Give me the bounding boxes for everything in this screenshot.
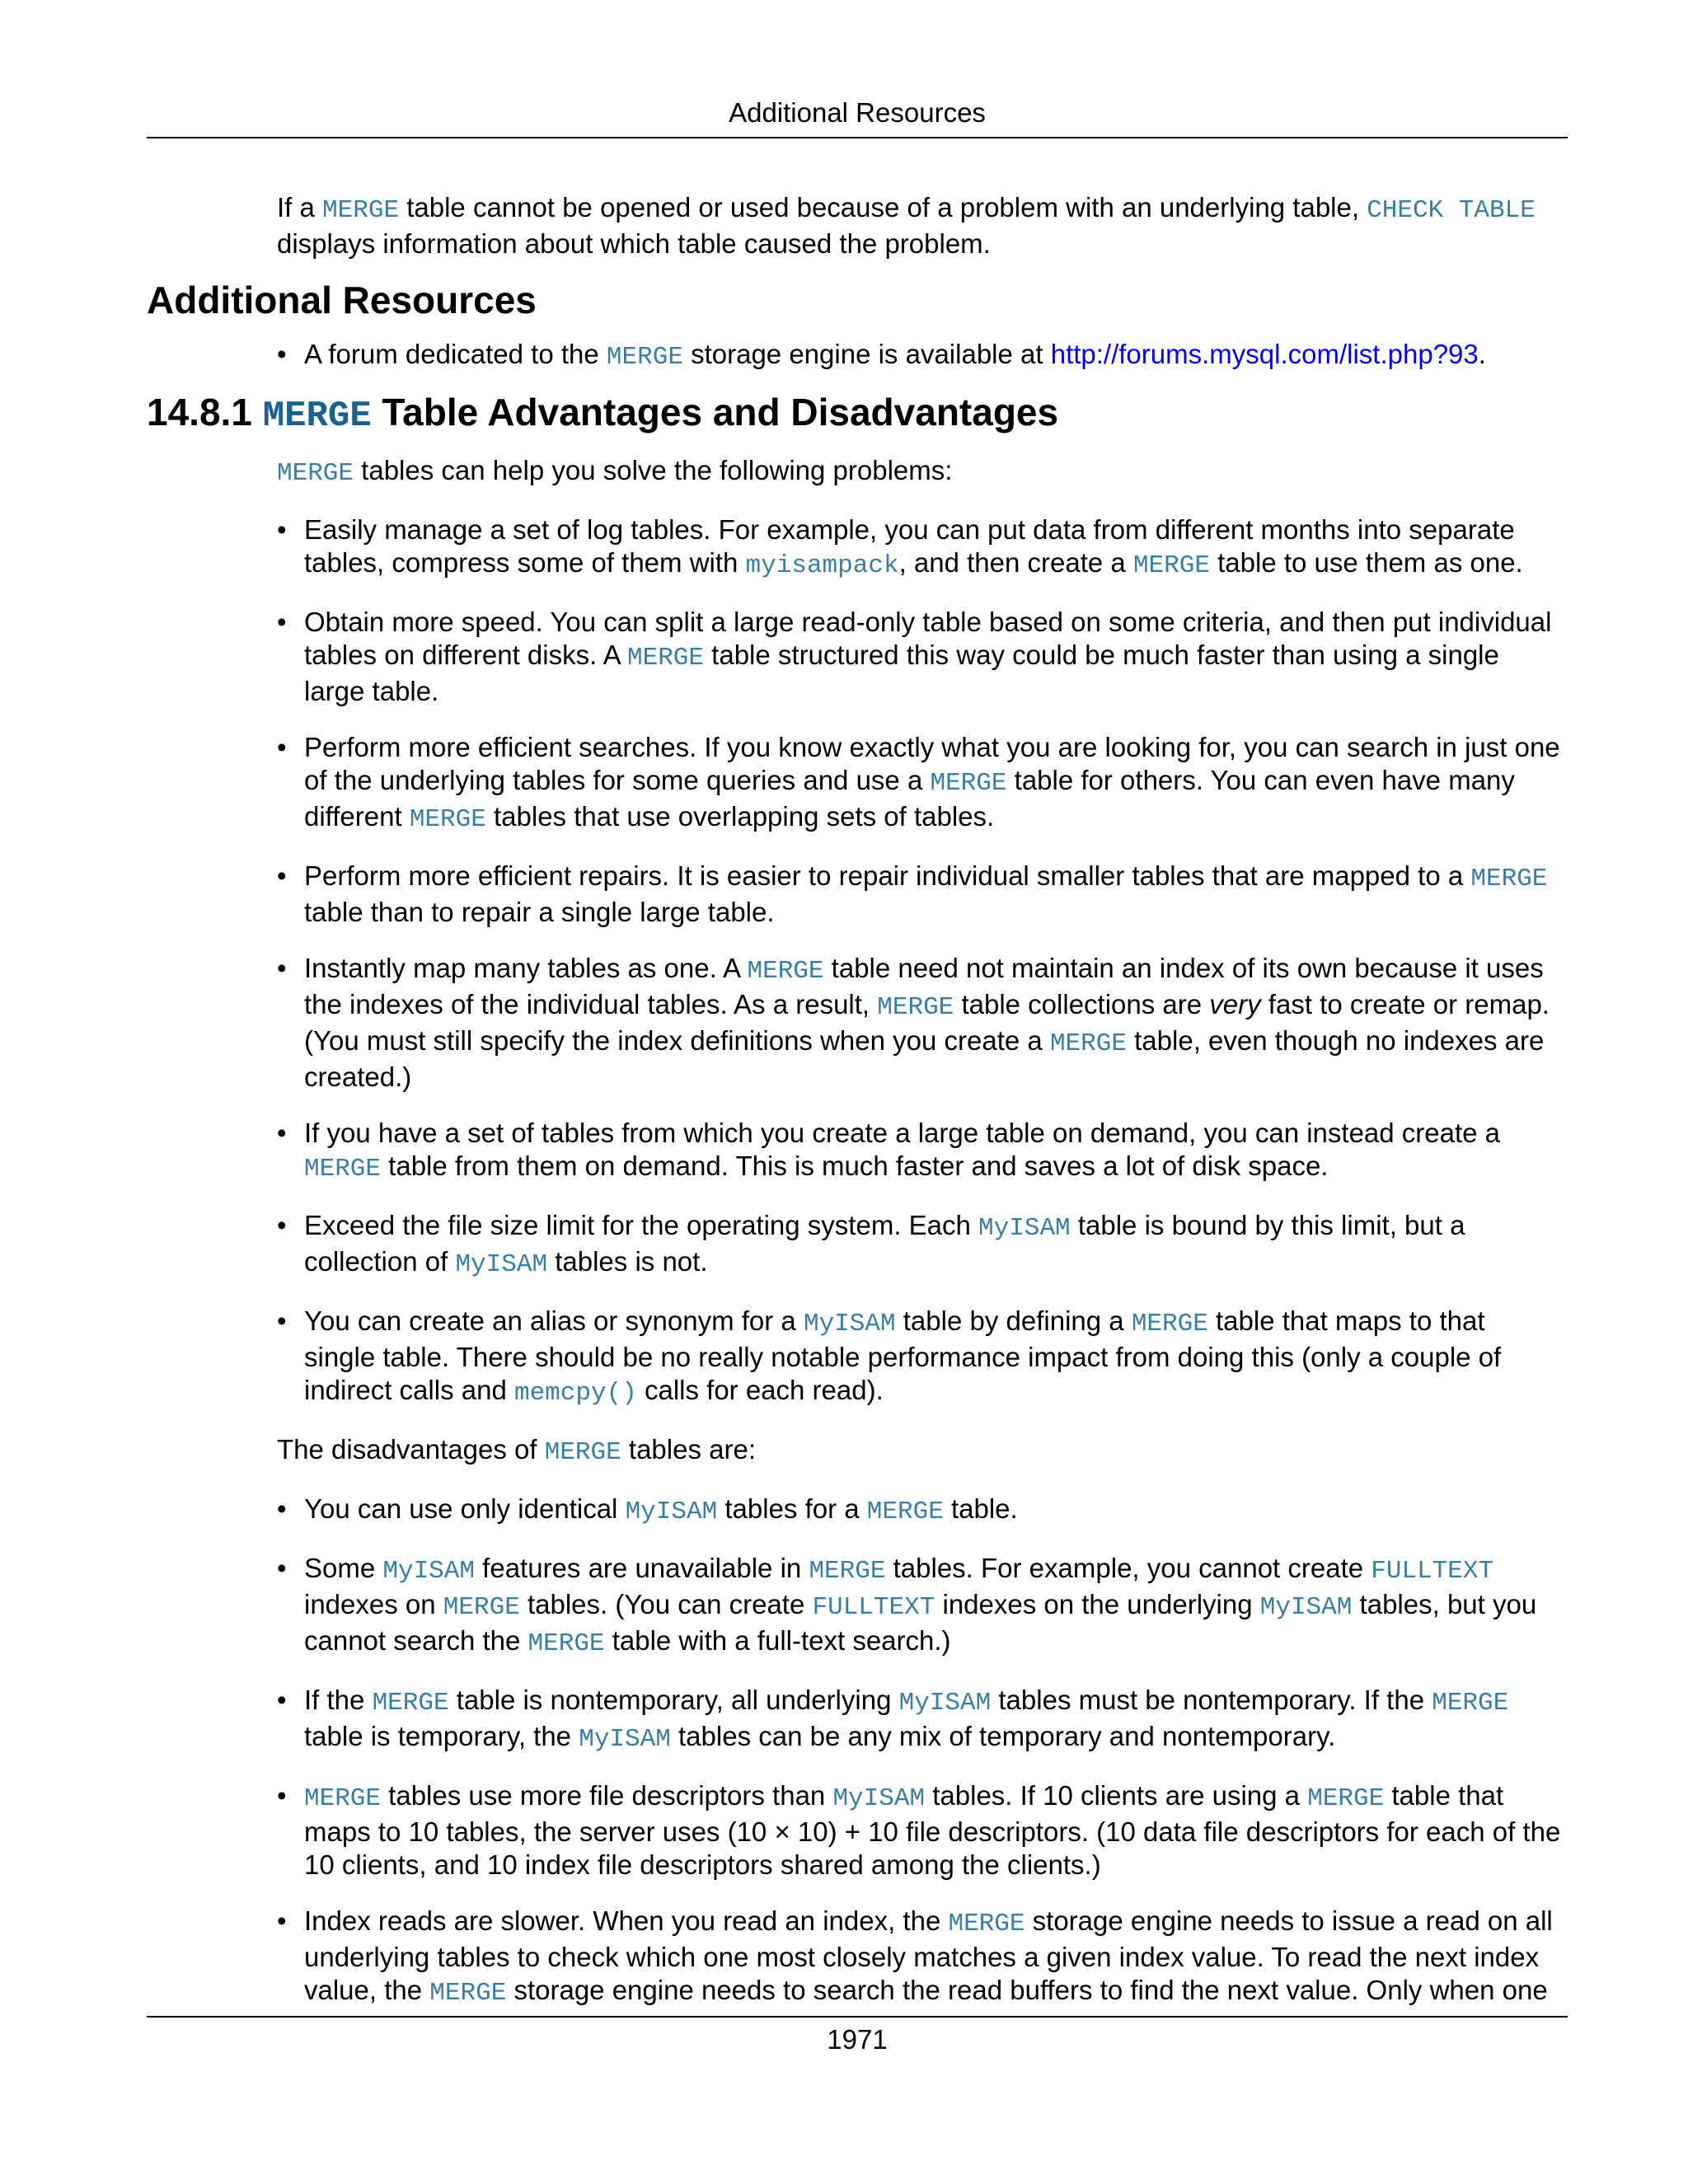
text: Easily manage a set of log tables. For example, you can put data from different months into separate tables, compress some of them with <box>304 514 1515 578</box>
text: tables that use overlapping sets of tables. <box>485 801 995 832</box>
text: Perform more efficient repairs. It is easier to repair individual smaller tables that are mapped to a <box>304 860 1471 891</box>
text: calls for each read). <box>636 1375 884 1405</box>
text: table by defining a <box>895 1305 1132 1336</box>
disadvantages-intro <box>277 1433 1563 1469</box>
text: table to use them as one. <box>1209 547 1523 578</box>
text: If the <box>304 1685 373 1715</box>
list-item <box>277 1305 1563 1410</box>
text: tables. (You can create <box>519 1589 813 1619</box>
text: tables. If 10 clients are using a <box>925 1780 1308 1811</box>
text: A forum dedicated to the <box>304 339 607 369</box>
list-item <box>277 1905 1563 2010</box>
text: tables is not. <box>547 1246 708 1277</box>
page-number: 1971 <box>827 2024 888 2055</box>
advantages-list <box>0 513 1563 1410</box>
bullet: • <box>277 860 287 891</box>
list-item <box>277 1552 1563 1661</box>
text: The disadvantages of <box>277 1434 545 1465</box>
emphasis-very: very <box>1209 989 1261 1019</box>
text: tables for a <box>717 1493 867 1524</box>
code-merge: MERGE <box>866 1497 944 1526</box>
code-myisam: MyISAM <box>832 1784 926 1813</box>
code-myisam: MyISAM <box>455 1250 548 1279</box>
code-merge: MERGE <box>1049 1029 1127 1058</box>
text: table. <box>943 1493 1018 1524</box>
code-merge: MERGE <box>1470 865 1548 893</box>
list-item <box>277 952 1563 1094</box>
text: storage engine needs to search the read buffers to find the next value. Only when one <box>506 1975 1548 2005</box>
bullet: • <box>277 953 287 983</box>
text: storage engine needs to issue a read on all underlying tables to check which one most closely matches a given index value. To read the next index value, the <box>304 1905 1553 2005</box>
text: storage engine is available at <box>682 339 1051 369</box>
additional-resources-heading: Additional Resources <box>147 279 537 321</box>
text: table is nontemporary, all underlying <box>448 1685 899 1715</box>
text: table with a full-text search.) <box>604 1625 951 1656</box>
bullet: • <box>277 339 287 369</box>
code-merge: MERGE <box>304 1784 382 1813</box>
code-fulltext: FULLTEXT <box>812 1593 935 1622</box>
code-merge: MERGE <box>809 1557 886 1586</box>
code-merge: MERGE <box>1132 551 1210 580</box>
text: table that maps to 10 tables, the server uses (10 × 10) + 10 file descriptors. (10 data file descriptors for each of the 10 clients, and 10 index file descriptors shared among the clients.) <box>304 1780 1561 1880</box>
bullet: • <box>277 1305 287 1336</box>
text: displays information about which table caused the problem. <box>277 228 991 259</box>
list-item <box>277 1117 1563 1186</box>
text: indexes on <box>304 1589 443 1619</box>
list-item <box>277 338 1563 374</box>
code-merge: MERGE <box>1131 1310 1208 1338</box>
code-merge: MERGE <box>877 993 954 1022</box>
text: If a <box>277 192 323 223</box>
text: tables use more file descriptors than <box>381 1780 833 1811</box>
text: . <box>1478 339 1486 369</box>
section-code-merge: MERGE <box>262 396 372 437</box>
code-myisam: MyISAM <box>382 1557 475 1586</box>
advantages-intro <box>277 454 1563 490</box>
code-merge: MERGE <box>948 1910 1025 1938</box>
bullet: • <box>277 732 287 762</box>
text: tables, but you cannot search the <box>304 1589 1537 1656</box>
text: table is bound by this limit, but a collection of <box>304 1210 1465 1277</box>
bullet: • <box>277 1493 287 1524</box>
code-merge: MERGE <box>544 1438 621 1467</box>
text: table for others. You can even have many different <box>304 765 1515 832</box>
code-merge: MERGE <box>626 644 704 673</box>
resources-list <box>0 338 1563 374</box>
text: , and then create a <box>898 547 1133 578</box>
bullet: • <box>277 1685 287 1715</box>
list-item <box>277 513 1563 583</box>
text: Exceed the file size limit for the operating system. Each <box>304 1210 979 1240</box>
text: tables can be any mix of temporary and nontemporary. <box>670 1721 1336 1751</box>
code-merge: MERGE <box>747 957 824 986</box>
list-item <box>277 606 1563 708</box>
code-merge: MERGE <box>930 769 1007 798</box>
bullet: • <box>277 1553 287 1583</box>
code-fulltext: FULLTEXT <box>1371 1557 1494 1586</box>
page-content <box>0 191 1688 2010</box>
text: table than to repair a single large table. <box>304 897 775 927</box>
text: You can create an alias or synonym for a <box>304 1305 804 1336</box>
header-title: Additional Resources <box>729 97 986 128</box>
text: If you have a set of tables from which you create a large table on demand, you can instead create a <box>304 1118 1501 1148</box>
text: table need not maintain an index of its own because it uses the indexes of the individual tables. As a result, <box>304 953 1544 1019</box>
code-merge: MERGE <box>277 459 354 488</box>
list-item <box>277 1209 1563 1282</box>
text: table collections are <box>954 989 1210 1019</box>
code-memcpy: memcpy() <box>513 1379 637 1408</box>
text: table from them on demand. This is much faster and saves a lot of disk space. <box>381 1151 1329 1181</box>
forum-link[interactable]: http://forums.mysql.com/list.php?93 <box>1050 339 1479 369</box>
page-header <box>147 94 1568 138</box>
list-item <box>277 1779 1563 1882</box>
bullet: • <box>277 607 287 637</box>
bullet: • <box>277 1118 287 1148</box>
list-item <box>277 1684 1563 1756</box>
code-myisam: MyISAM <box>625 1497 718 1526</box>
intro-paragraph <box>277 191 1563 260</box>
text: features are unavailable in <box>475 1553 809 1583</box>
section-number: 14.8.1 <box>147 391 263 434</box>
bullet: • <box>277 514 287 545</box>
code-myisampack: myisampack <box>745 551 899 580</box>
text: tables. For example, you cannot create <box>885 1553 1372 1583</box>
code-myisam: MyISAM <box>978 1214 1071 1243</box>
text: table structured this way could be much faster than using a single large table. <box>304 640 1499 706</box>
list-item <box>277 1493 1563 1529</box>
code-myisam: MyISAM <box>898 1689 992 1718</box>
text: table is temporary, the <box>304 1721 579 1751</box>
code-merge: MERGE <box>1432 1689 1509 1718</box>
code-merge: MERGE <box>606 343 683 372</box>
text: tables must be nontemporary. If the <box>991 1685 1432 1715</box>
text: tables can help you solve the following problems: <box>354 455 953 485</box>
code-myisam: MyISAM <box>1259 1593 1353 1622</box>
code-merge: MERGE <box>322 196 400 225</box>
code-merge: MERGE <box>304 1155 382 1183</box>
text: Some <box>304 1553 383 1583</box>
text: tables are: <box>621 1434 756 1465</box>
text: fast to create or remap. (You must still specify the index definitions when you create a <box>304 989 1550 1056</box>
list-item <box>277 860 1563 929</box>
text: table, even though no indexes are created.) <box>304 1025 1545 1092</box>
code-myisam: MyISAM <box>803 1310 896 1338</box>
bullet: • <box>277 1905 287 1936</box>
code-myisam: MyISAM <box>579 1725 671 1754</box>
code-merge: MERGE <box>1307 1784 1385 1813</box>
bullet: • <box>277 1780 287 1811</box>
disadvantages-list <box>0 1493 1563 2010</box>
footer-divider <box>147 2016 1568 2018</box>
text: Index reads are slower. When you read an index, the <box>304 1905 949 1936</box>
text: Obtain more speed. You can split a large read-only table based on some criteria, and then put individual tables on different disks. A <box>304 607 1552 670</box>
code-merge: MERGE <box>528 1629 605 1658</box>
text: Perform more efficient searches. If you know exactly what you are looking for, you can search in just one of the underlying tables for some queries and use a <box>304 732 1560 795</box>
code-merge: MERGE <box>409 805 486 834</box>
text: table cannot be opened or used because of a problem with an underlying table, <box>399 192 1367 223</box>
text: Instantly map many tables as one. A <box>304 953 748 983</box>
code-merge: MERGE <box>429 1979 507 2008</box>
bullet: • <box>277 1210 287 1240</box>
code-merge: MERGE <box>372 1689 449 1718</box>
code-merge: MERGE <box>443 1593 520 1622</box>
text: table that maps to that single table. There should be no really notable performance impact from doing this (only a couple of indirect calls and <box>304 1305 1502 1405</box>
section-heading <box>147 389 1688 439</box>
text: indexes on the underlying <box>935 1589 1260 1619</box>
text: You can use only identical <box>304 1493 626 1524</box>
section-title: Table Advantages and Disadvantages <box>371 391 1059 434</box>
code-check-table: CHECK TABLE <box>1367 196 1536 225</box>
list-item <box>277 731 1563 837</box>
